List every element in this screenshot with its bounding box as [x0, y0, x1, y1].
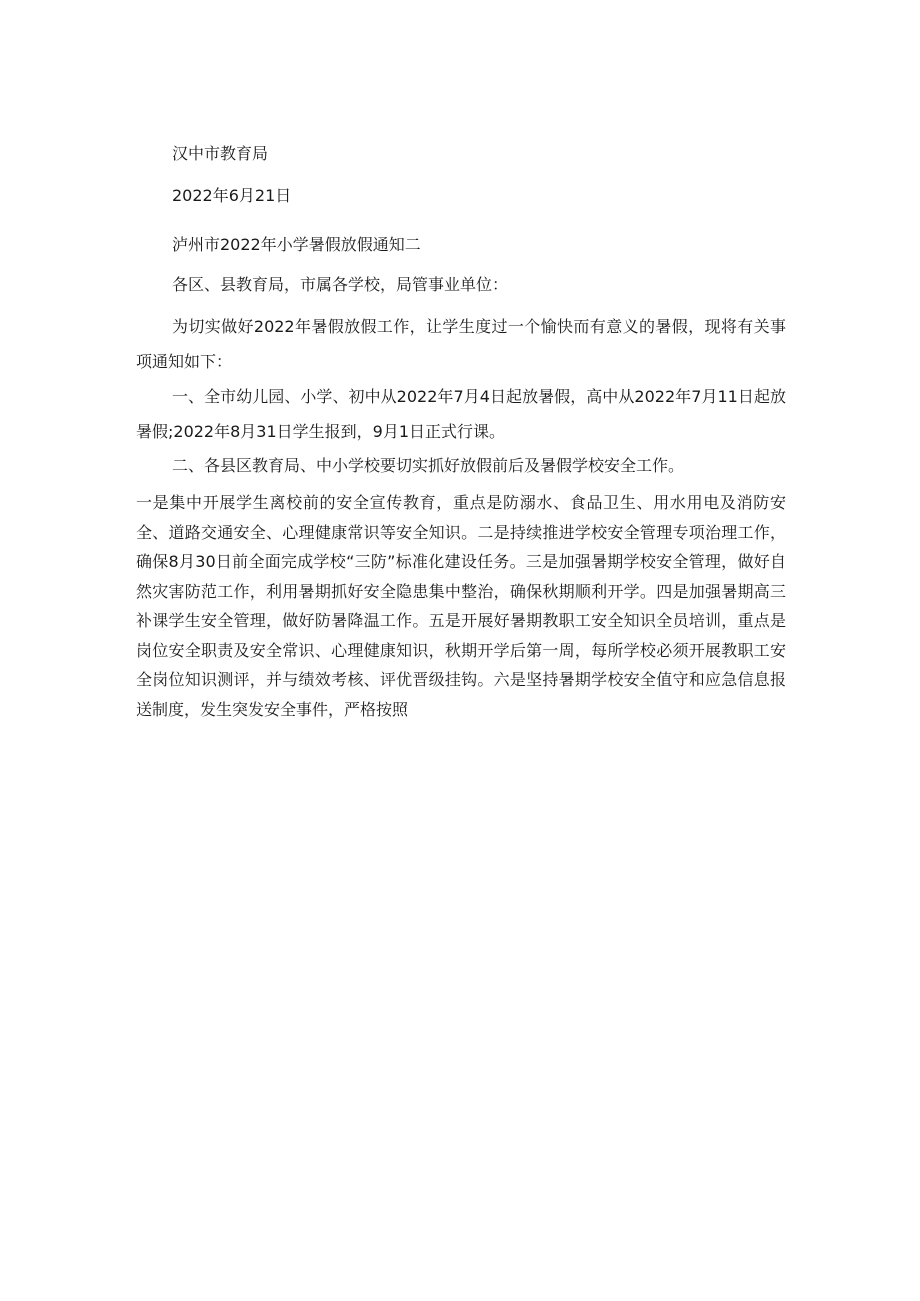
notice-item-2-body: 一是集中开展学生离校前的安全宣传教育，重点是防溺水、食品卫生、用水用电及消防安全、道路交通安全、心理健康常识等安全知识。二是持续推进学校安全管理专项治理工作，确保8月30日前全面完成学校“三防”标准化建设任务。三是加强暑期学校安全管理，做好自然灾害防范工作，利用暑期抓好安全隐患集中整治，确保秋期顺利开学。四是加强暑期高三补课学生安全管理，做好防暑降温工作。五是开展好暑期教职工安全知识全员培训，重点是岗位安全职责及安全常识、心理健康知识，秋期开学后第一周，每所学校必须开展教职工安全岗位知识测评，并与绩效考核、评优晋级挂钩。六是坚持暑期学校安全值守和应急信息报送制度，发生突发安全事件，严格按照 [136, 493, 786, 719]
notice-item-2-heading: 二、各县区教育局、中小学校要切实抓好放假前后及暑假学校安全工作。 [172, 456, 685, 475]
signature-org: 汉中市教育局 [172, 144, 269, 163]
notice-title: 泸州市2022年小学暑假放假通知二 [172, 235, 421, 254]
notice-intro: 为切实做好2022年暑假放假工作，让学生度过一个愉快而有意义的暑假，现将有关事项通知如下： [136, 317, 786, 371]
notice-salutation: 各区、县教育局，市属各学校，局管事业单位： [172, 275, 509, 294]
signature-date: 2022年6月21日 [172, 186, 292, 205]
notice-item-1: 一、全市幼儿园、小学、初中从2022年7月4日起放暑假，高中从2022年7月11日起放暑假;2022年8月31日学生报到，9月1日正式行课。 [136, 387, 786, 441]
